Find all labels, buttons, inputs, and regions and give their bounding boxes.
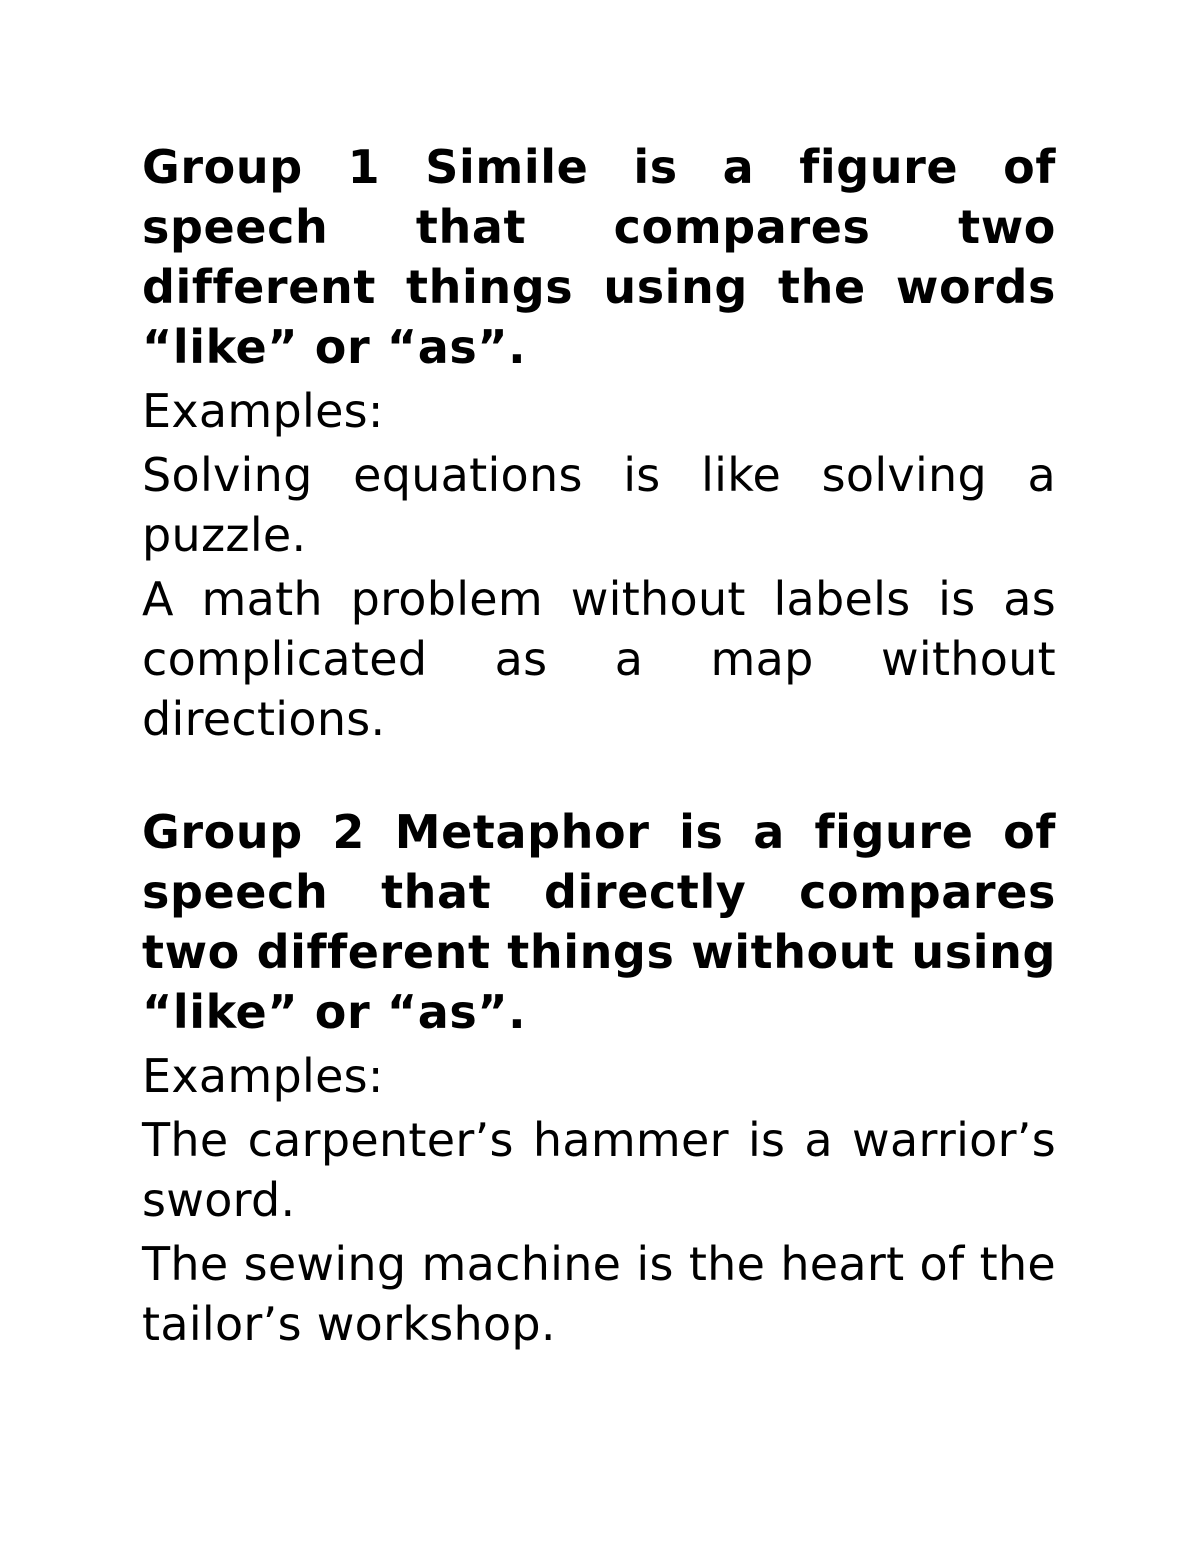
group-2-section — [142, 802, 1056, 1354]
group-2-example-2: The sewing machine is the heart of the tailor’s workshop. — [142, 1237, 1056, 1351]
group-2-heading: Group 2 Metaphor is a figure of speech that directly compares two different things without using “like” or “as”. — [142, 805, 1056, 1039]
group-1-section — [142, 137, 1056, 749]
group-1-examples-label: Examples: — [142, 384, 384, 438]
group-2-examples-label: Examples: — [142, 1049, 384, 1103]
group-1-example-2: A math problem without labels is as complicated as a map without directions. — [142, 572, 1056, 746]
group-2-example-1: The carpenter’s hammer is a warrior’s sword. — [142, 1113, 1056, 1227]
document-page — [142, 137, 1056, 1354]
group-1-heading: Group 1 Simile is a figure of speech that compares two different things using the words “like” or “as”. — [142, 140, 1056, 374]
group-1-example-1: Solving equations is like solving a puzzle. — [142, 448, 1056, 562]
